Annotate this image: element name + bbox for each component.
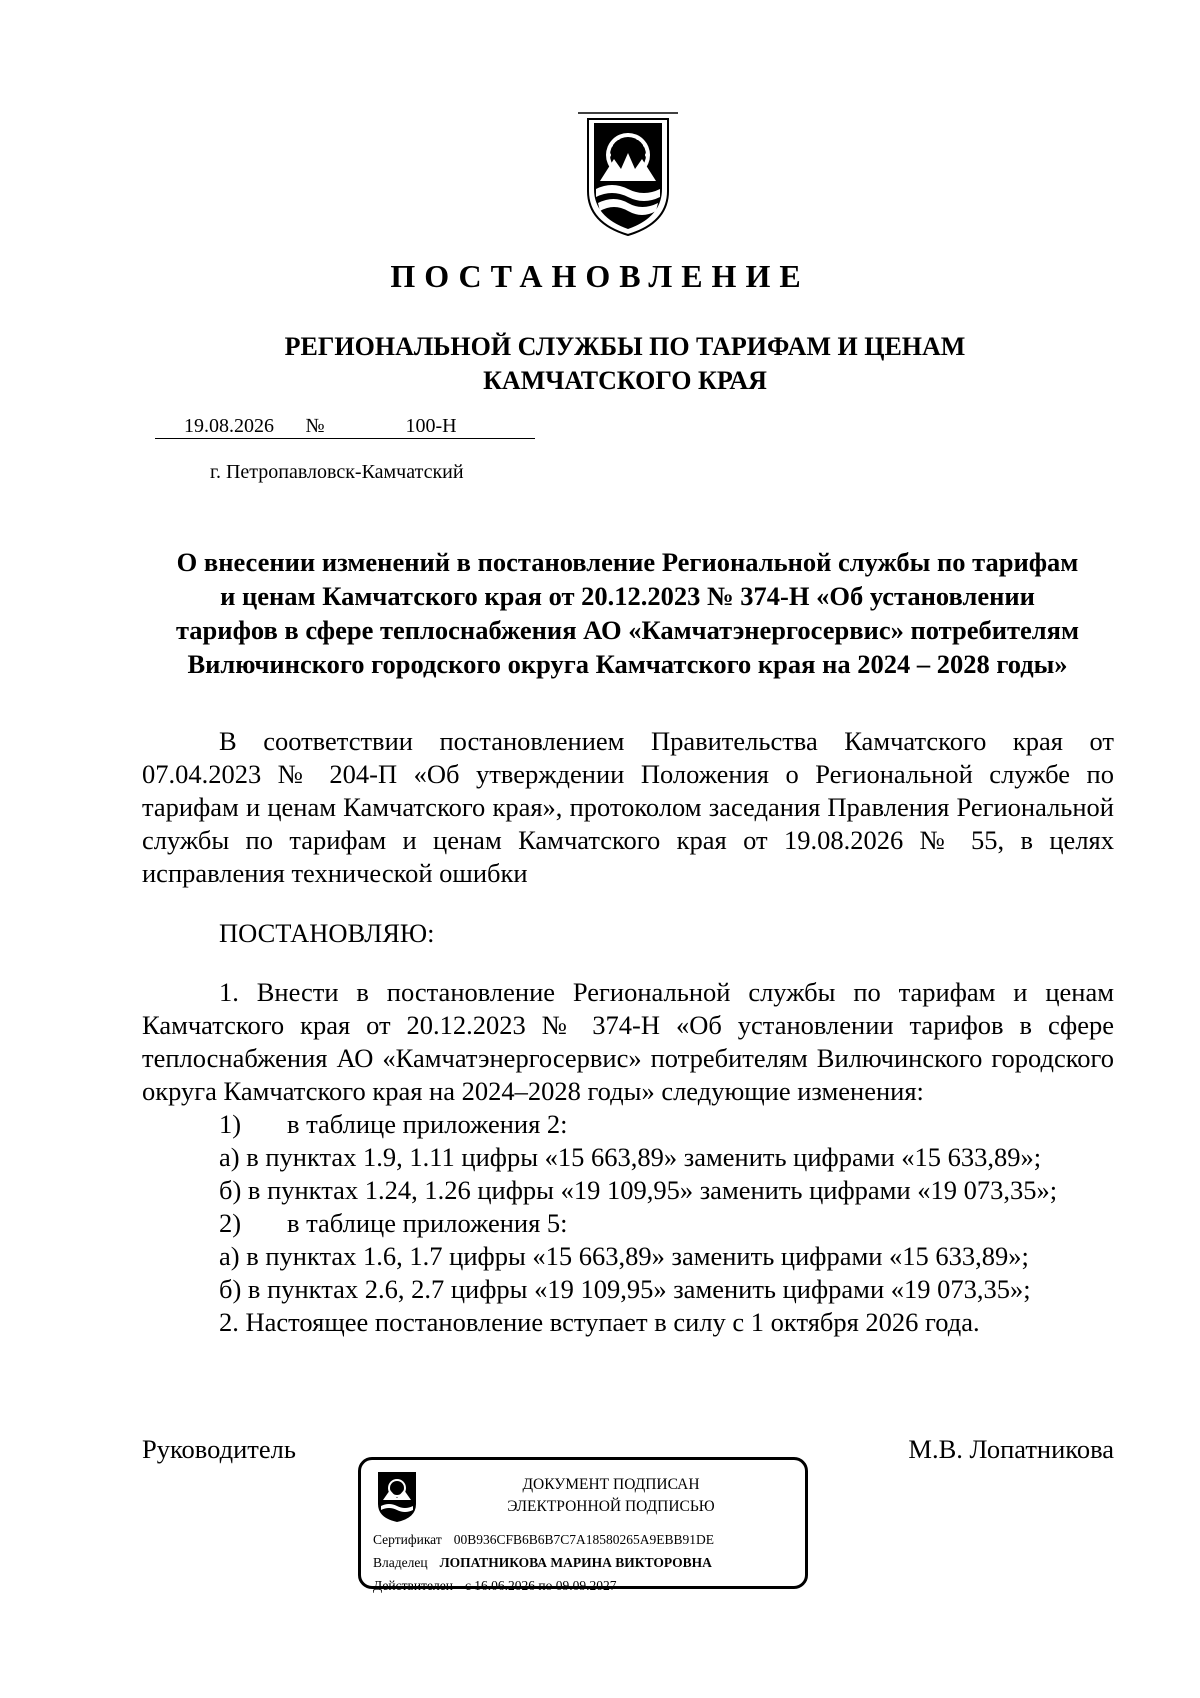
stamp-heading-line-1: ДОКУМЕНТ ПОДПИСАН <box>522 1476 700 1493</box>
stamp-owner-row <box>373 1555 712 1571</box>
subject-line-1: О внесении изменений в постановление Региональной службы по тарифам <box>176 547 1079 577</box>
list-item: б) в пунктах 2.6, 2.7 цифры «19 109,95» заменить цифрами «19 073,35»; <box>219 1274 1031 1304</box>
stamp-certificate-row <box>373 1532 714 1548</box>
city-name: г. Петропавловск-Камчатский <box>210 461 464 483</box>
subject-line-3: тарифов в сфере теплоснабжения АО «Камчатэнергосервис» потребителям <box>175 615 1080 645</box>
list-item: 2. Настоящее постановление вступает в силу с 1 октября 2026 года. <box>219 1307 980 1337</box>
owner-value: ЛОПАТНИКОВА МАРИНА ВИКТОРОВНА <box>439 1555 712 1570</box>
coat-of-arms-icon <box>375 1470 419 1524</box>
coat-of-arms-icon <box>574 111 682 239</box>
stamp-heading <box>421 1474 801 1518</box>
document-title: ПОСТАНОВЛЕНИЕ <box>390 258 810 294</box>
owner-label: Владелец <box>373 1555 428 1570</box>
document-date: 19.08.2026 <box>155 414 303 439</box>
list-item: 1) в таблице приложения 2: <box>219 1109 568 1139</box>
preamble-paragraph: В соответствии постановлением Правительства Камчатского края от 07.04.2023 № 204-П «Об утверждении Положения о Региональной службе по тарифам и ценам Камчатского края», протоколом заседания Правления Региональной службы по тарифам и ценам Камчатского края от 19.08.2026 № 55, в целях исправления технической ошибки <box>142 726 1114 888</box>
decree-word: ПОСТАНОВЛЯЮ: <box>219 918 435 948</box>
document-number: 100-Н <box>327 414 535 439</box>
number-label: № <box>303 414 327 439</box>
organization-line-2: КАМЧАТСКОГО КРАЯ <box>483 366 767 395</box>
signer-name: М.В. Лопатникова <box>908 1434 1114 1464</box>
electronic-signature-stamp <box>358 1457 808 1593</box>
signer-position: Руководитель <box>142 1434 296 1464</box>
validity-value: с 16.06.2026 по 09.09.2027 <box>464 1578 617 1593</box>
subject-line-4: Вилючинского городского округа Камчатского края на 2024 – 2028 годы» <box>187 649 1068 679</box>
list-item: а) в пунктах 1.9, 1.11 цифры «15 663,89» заменить цифрами «15 633,89»; <box>219 1142 1042 1172</box>
date-number-line <box>155 414 535 439</box>
list-item: а) в пунктах 1.6, 1.7 цифры «15 663,89» заменить цифрами «15 633,89»; <box>219 1241 1029 1271</box>
list-item: б) в пунктах 1.24, 1.26 цифры «19 109,95» заменить цифрами «19 073,35»; <box>219 1175 1058 1205</box>
clause-1-paragraph: 1. Внести в постановление Региональной службы по тарифам и ценам Камчатского края от 20.12.2023 № 374-Н «Об установлении тарифов в сфере теплоснабжения АО «Камчатэнергосервис» потребителям Вилючинского городского округа Камчатского края на 2024–2028 годы» следующие изменения: <box>142 977 1114 1106</box>
validity-label: Действителен <box>373 1578 453 1593</box>
organization-line-1: РЕГИОНАЛЬНОЙ СЛУЖБЫ ПО ТАРИФАМ И ЦЕНАМ <box>284 332 966 361</box>
certificate-label: Сертификат <box>373 1532 442 1547</box>
document-subject <box>140 545 1115 681</box>
certificate-value: 00B936CFB6B6B7C7A18580265A9EBB91DE <box>453 1532 715 1547</box>
organization-name <box>0 330 1200 398</box>
subject-line-2: и ценам Камчатского края от 20.12.2023 № 374-Н «Об установлении <box>220 581 1035 611</box>
stamp-validity-row <box>373 1578 617 1594</box>
stamp-heading-line-2: ЭЛЕКТРОННОЙ ПОДПИСЬЮ <box>507 1498 715 1515</box>
list-item: 2) в таблице приложения 5: <box>219 1208 568 1238</box>
